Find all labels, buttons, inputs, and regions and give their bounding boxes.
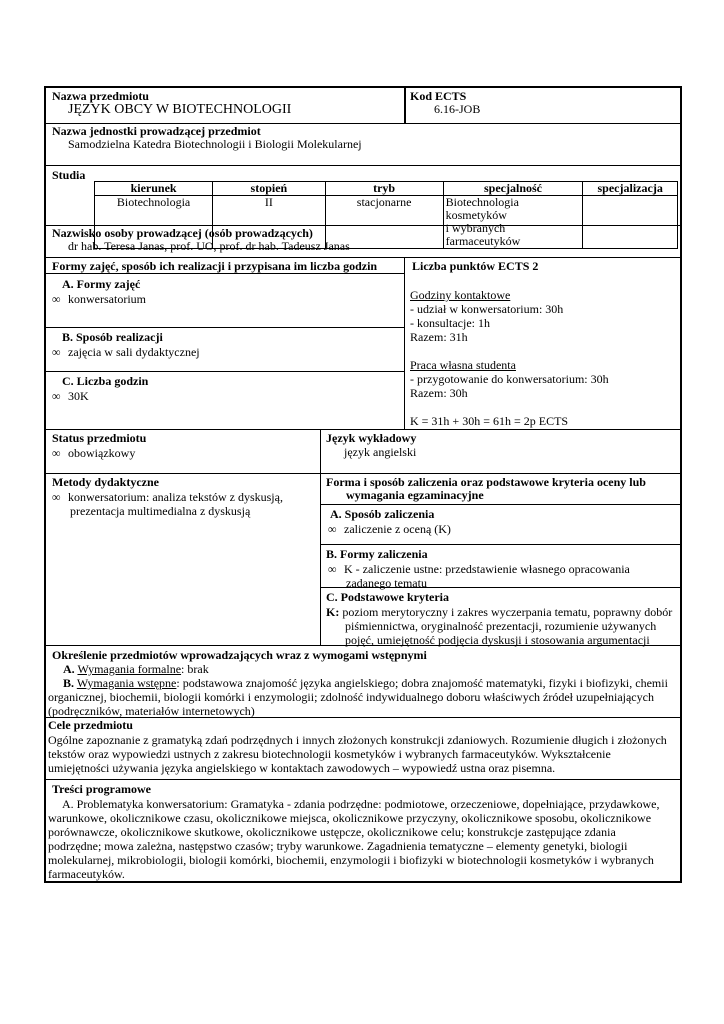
specjalnosc-line-2: i wybranych farmaceutyków — [445, 221, 521, 248]
divider — [46, 327, 404, 328]
formy-c-item — [52, 389, 89, 403]
jezyk-value: język angielski — [344, 445, 417, 459]
ects-details — [410, 288, 609, 428]
zaliczenie-c-value-2: piśmiennictwa, oryginalność prezentacji, rozumienie używanych — [345, 619, 657, 633]
col-specjalizacja: specjalizacja — [583, 182, 678, 196]
bullet-icon: ∞ — [52, 446, 61, 460]
tresci-line-6: farmaceutyków. — [48, 867, 125, 881]
wymagania-b-value-1: : podstawowa znajomość języka angielskiego; dobra znajomość matematyki, fizyki i biofizyki, chemii — [176, 676, 668, 690]
bullet-icon: ∞ — [52, 490, 61, 504]
status-value: obowiązkowy — [68, 446, 136, 460]
zaliczenie-c-value-1: poziom merytoryczny i zakres wyczerpania tematu, poprawny dobór — [342, 605, 673, 619]
specjalnosc-line-1: Biotechnologia kosmetyków — [445, 195, 519, 222]
divider — [320, 587, 680, 588]
wymagania-b-head: Wymagania wstępne — [76, 676, 177, 690]
metody-label: Metody dydaktyczne — [52, 475, 159, 489]
wymagania-b-value-2: organicznej, biochemii, biologii komórki i enzymologii; zdolność indywidualnego doboru właściwych źródeł uzupełniających — [48, 690, 654, 704]
zaliczenie-c-label: C. Podstawowe kryteria — [326, 590, 449, 604]
tresci-line-3: porównawcze, okolicznikowe skutkowe, okolicznikowe ustępcze, okolicznikowe celu; konstrukcje zastępujące zdania — [48, 825, 616, 839]
bullet-icon: ∞ — [52, 389, 61, 403]
formy-a-label: A. Formy zajęć — [62, 277, 141, 291]
zaliczenie-c-item — [326, 605, 672, 647]
cele-line-3: umiejętności używania języka angielskiego w kontaktach zawodowych – wypowiedź ustna oraz pisemna. — [48, 761, 556, 775]
zaliczenie-c-prefix: K: — [326, 605, 340, 619]
divider — [46, 371, 404, 372]
row-metody — [46, 474, 680, 646]
kontakt-2: - konsultacje: 1h — [410, 316, 490, 330]
cele-line-2: tekstów oraz wypowiedzi ustnych z zakresu biotechnologii kosmetyków i wybranych farmaceutyków. Wykształcenie — [48, 747, 611, 761]
nazwa-value: JĘZYK OBCY W BIOTECHNOLOGII — [68, 102, 292, 117]
status-label: Status przedmiotu — [52, 431, 147, 445]
bullet-icon: ∞ — [52, 345, 61, 359]
zaliczenie-a-label: A. Sposób zaliczenia — [330, 507, 435, 521]
cell-tryb: stacjonarne — [325, 196, 443, 249]
zaliczenie-label-1: Forma i sposób zaliczenia oraz podstawowe kryteria oceny lub — [326, 475, 646, 489]
divider — [320, 474, 321, 645]
divider — [320, 544, 680, 545]
col-stopien: stopień — [213, 182, 325, 196]
tresci-line-5: molekularnej, mikrobiologii, biologii komórki, biochemii, enzymologii i biofizyki w biotechnologii kosmetyków i wybranych — [48, 853, 654, 867]
formy-a-item — [52, 292, 146, 306]
zaliczenie-b-value-2: zadanego tematu — [346, 576, 427, 590]
course-card — [44, 86, 682, 883]
tresci-body — [48, 797, 680, 881]
row-nazwa — [46, 88, 680, 124]
cell-kierunek: Biotechnologia — [95, 196, 213, 249]
wymagania-b-value-3: (podręczników, materiałów internetowych) — [48, 704, 255, 718]
metody-value-1: konwersatorium: analiza tekstów z dyskusją, — [68, 490, 283, 504]
col-tryb: tryb — [325, 182, 443, 196]
bullet-icon: ∞ — [328, 522, 337, 536]
kontakt-1: - udział w konwersatorium: 30h — [410, 302, 564, 316]
wymagania-b-prefix: B. — [63, 676, 75, 690]
jednostka-label: Nazwa jednostki prowadzącej przedmiot — [52, 124, 261, 138]
wymagania-a-value: : brak — [181, 662, 209, 676]
divider — [320, 504, 680, 505]
row-tresci — [46, 780, 680, 881]
formy-c-value: 30K — [68, 389, 89, 403]
wlasna-1: - przygotowanie do konwersatorium: 30h — [410, 372, 609, 386]
divider — [404, 258, 405, 429]
col-kierunek: kierunek — [95, 182, 213, 196]
row-cele — [46, 718, 680, 780]
zaliczenie-b-value-1: K - zaliczenie ustne: przedstawienie własnego opracowania — [344, 562, 630, 576]
osoby-value: dr hab. Teresa Janas, prof. UO, prof. dr hab. Tadeusz Janas — [68, 239, 350, 253]
divider — [320, 430, 321, 473]
tresci-line-4: podrzędne; mowa zależna, następstwo czasów; tryby warunkowe. Zagadnienia tematyczne – elementy genetyki, biologii — [48, 839, 628, 853]
ects-total: K = 31h + 30h = 61h = 2p ECTS — [410, 414, 569, 428]
col-specjalnosc: specjalność — [443, 182, 583, 196]
tresci-line-1: A. Problematyka konwersatorium: Gramatyka - zdania podrzędne: podmiotowe, orzeczeniowe, dopełniające, przydawkowe, — [62, 797, 660, 811]
kontakt-sum: Razem: 31h — [410, 330, 468, 344]
cele-body — [48, 733, 680, 775]
wymagania-a-head: Wymagania formalne — [77, 662, 182, 676]
wlasna-head: Praca własna studenta — [410, 358, 516, 372]
cele-label: Cele przedmiotu — [48, 718, 133, 732]
wymagania-a-prefix: A. — [63, 662, 75, 676]
zaliczenie-a-item — [328, 522, 451, 536]
divider — [404, 88, 406, 123]
wymagania-label: Określenie przedmiotów wprowadzających wraz z wymogami wstępnymi — [52, 648, 427, 662]
divider — [46, 273, 404, 274]
zaliczenie-c-value-3: pojęć, umiejętność podjęcia dyskusji i stosowania argumentacji — [345, 633, 650, 647]
formy-c-label: C. Liczba godzin — [62, 374, 149, 388]
formy-b-value: zajęcia w sali dydaktycznej — [68, 345, 200, 359]
formy-b-label: B. Sposób realizacji — [62, 330, 163, 344]
row-status — [46, 430, 680, 474]
kontakt-head: Godziny kontaktowe — [410, 288, 511, 302]
ects-label: Liczba punktów ECTS 2 — [412, 259, 539, 273]
metody-value-2: prezentacja multimedialna z dyskusją — [70, 504, 251, 518]
bullet-icon: ∞ — [52, 292, 61, 306]
zaliczenie-b-item — [328, 562, 630, 590]
row-osoby — [46, 226, 680, 258]
status-item — [52, 446, 135, 460]
cell-stopien: II — [213, 196, 325, 249]
tresci-label: Treści programowe — [52, 782, 151, 796]
jednostka-value: Samodzielna Katedra Biotechnologii i Biologii Molekularnej — [68, 137, 362, 151]
row-wymagania — [46, 646, 680, 718]
zaliczenie-b-label: B. Formy zaliczenia — [326, 547, 428, 561]
nazwa-label: Nazwa przedmiotu — [52, 89, 149, 103]
wymagania-body — [48, 662, 680, 718]
zaliczenie-label-2: wymagania egzaminacyjne — [346, 488, 484, 502]
zaliczenie-a-value: zaliczenie z oceną (K) — [344, 522, 451, 536]
bullet-icon: ∞ — [328, 562, 337, 576]
row-jednostka — [46, 124, 680, 166]
row-formy — [46, 258, 680, 430]
metody-item — [52, 490, 283, 518]
kod-value: 6.16-JOB — [434, 102, 481, 116]
kod-label: Kod ECTS — [410, 89, 467, 103]
cele-line-1: Ogólne zapoznanie z gramatyką zdań podrzędnych i innych złożonych konstrukcji zdaniowych. Rozumienie długich i złożonych — [48, 733, 667, 747]
osoby-label: Nazwisko osoby prowadzącej (osób prowadzących) — [52, 226, 313, 240]
studia-label: Studia — [52, 168, 86, 182]
formy-label: Formy zajęć, sposób ich realizacji i przypisana im liczba godzin — [52, 259, 378, 273]
wlasna-sum: Razem: 30h — [410, 386, 468, 400]
tresci-line-2: warunkowe, okolicznikowe czasu, okolicznikowe miejsca, okolicznikowe przyczyny, okolicznikowe sposobu, okolicznikowe — [48, 811, 652, 825]
jezyk-label: Język wykładowy — [326, 431, 417, 445]
formy-a-value: konwersatorium — [68, 292, 146, 306]
formy-b-item — [52, 345, 200, 359]
